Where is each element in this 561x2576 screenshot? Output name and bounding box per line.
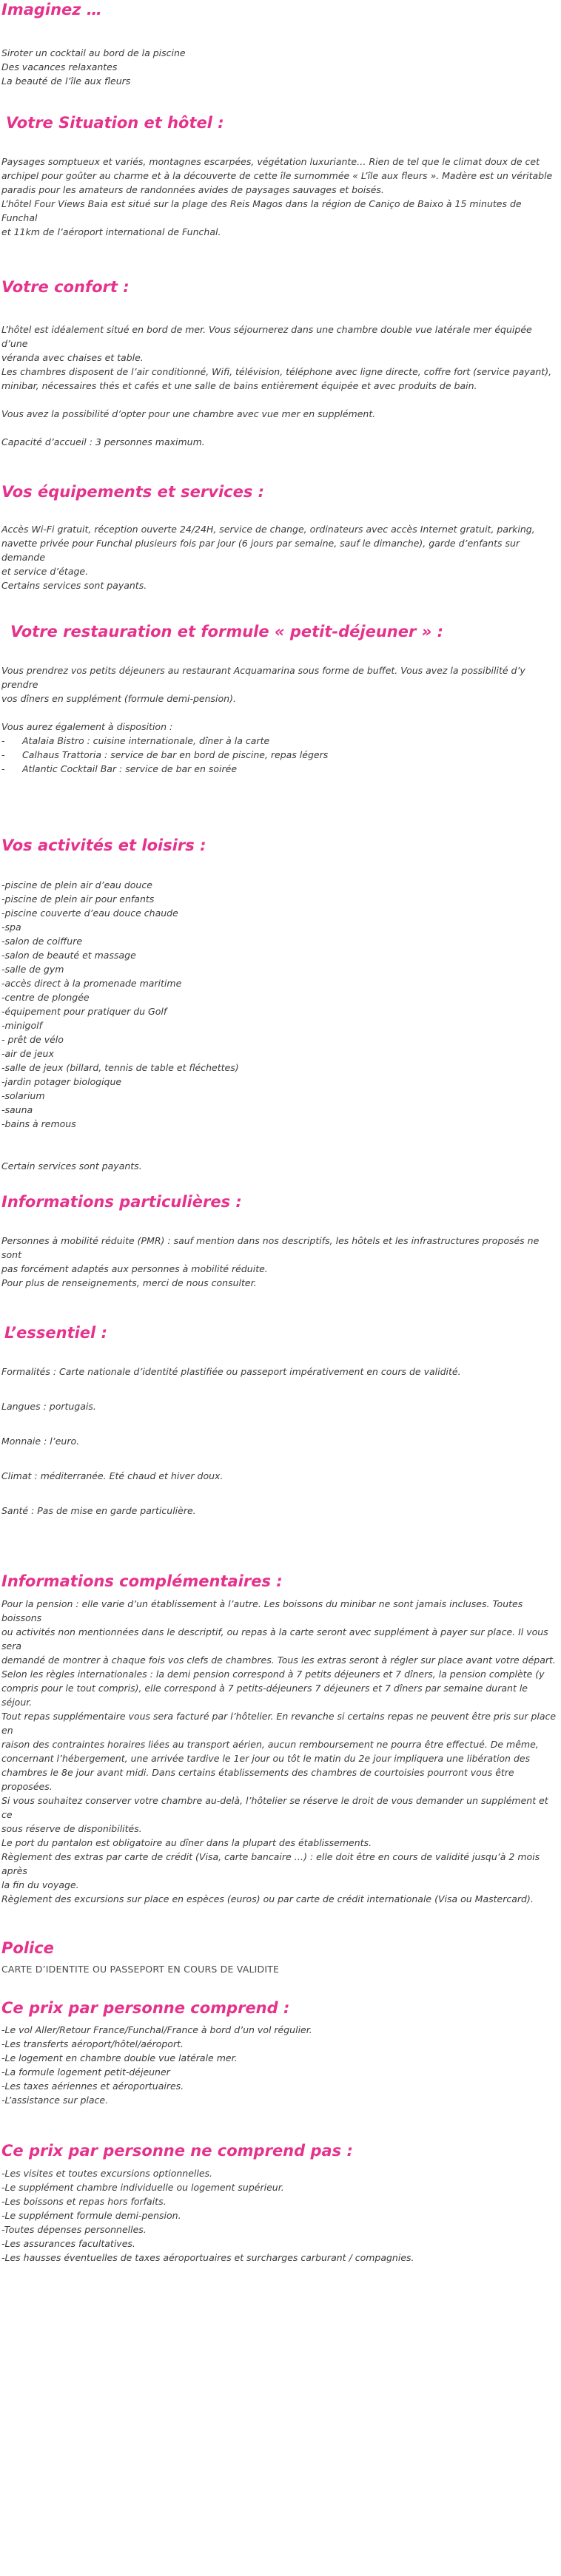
section-title-essentiel: L’essentiel :: [4, 1324, 107, 1342]
text-line: paradis pour les amateurs de randonnées avides de paysages sauvages et boisés.: [1, 184, 384, 195]
confort-sea-view-option: Vous avez la possibilité d’opter pour une chambre avec vue mer en supplément.: [1, 408, 376, 419]
confort-text: [1, 322, 560, 393]
bullet-dash: -: [1, 735, 5, 746]
list-item-label: Atlantic Cocktail Bar : service de bar en soirée: [22, 763, 238, 774]
text-line: ou activités non mentionnées dans le descriptif, ou repas à la carte seront avec supplément à payer sur place. Il vous sera: [1, 1626, 548, 1652]
text-line: chambres le 8e jour avant midi. Dans certains établissements des chambres de courtoisies pourront vous être proposées.: [1, 1767, 514, 1792]
text-line: L’hôtel Four Views Baia est situé sur la plage des Reis Magos dans la région de Caniço de Baixo à 15 minutes de Funchal: [1, 198, 522, 223]
list-item: -solarium: [1, 1090, 45, 1101]
section-title-restauration: Votre restauration et formule « petit-déjeuner » :: [10, 623, 444, 640]
text-line: Selon les règles internationales : la demi pension correspond à 7 petits déjeuners et 7 dîners, la pension complète (y: [1, 1669, 545, 1680]
list-item: -piscine de plein air d’eau douce: [1, 879, 152, 890]
text-line: Le port du pantalon est obligatoire au dîner dans la plupart des établissements.: [1, 1837, 372, 1848]
section-title-situation: Votre Situation et hôtel :: [6, 114, 224, 132]
text-line: Paysages somptueux et variés, montagnes escarpées, végétation luxuriante… Rien de tel que le climat doux de cet: [1, 156, 540, 167]
text-line: Règlement des excursions sur place en espèces (euros) ou par carte de crédit internationale (Visa ou Mastercard).: [1, 1893, 534, 1904]
list-item: -Le supplément formule demi-pension.: [1, 2210, 181, 2221]
list-item: -piscine couverte d’eau douce chaude: [1, 907, 178, 919]
list-item-label: Atalaia Bistro : cuisine internationale, dîner à la carte: [22, 735, 270, 746]
text-line: sous réserve de disponibilités.: [1, 1823, 142, 1834]
list-item: -équipement pour pratiquer du Golf: [1, 1006, 167, 1017]
essentiel-monnaie: Monnaie : l’euro.: [1, 1436, 80, 1447]
particulieres-text: [1, 1234, 560, 1290]
section-title-equipements: Vos équipements et services :: [1, 483, 265, 501]
text-line: Règlement des extras par carte de crédit (Visa, carte bancaire …) : elle doit être en cours de validité jusqu’à 2 mois après: [1, 1851, 540, 1876]
section-title-imaginez: Imaginez …: [1, 1, 102, 18]
section-title-confort: Votre confort :: [1, 278, 130, 296]
text-line: Siroter un cocktail au bord de la piscine: [1, 47, 186, 58]
list-item: -Les transferts aéroport/hôtel/aéroport.: [1, 2038, 184, 2049]
list-item: -Le vol Aller/Retour France/Funchal/France à bord d’un vol régulier.: [1, 2024, 312, 2035]
text-line: Personnes à mobilité réduite (PMR) : sauf mention dans nos descriptifs, les hôtels et les infrastructures proposés ne sont: [1, 1235, 540, 1260]
list-item: [1, 734, 560, 748]
ne-comprend-pas-list: [1, 2166, 560, 2265]
essentiel-climat: Climat : méditerranée. Eté chaud et hiver doux.: [1, 1470, 224, 1481]
list-item: -sauna: [1, 1104, 33, 1115]
text-line: Accès Wi-Fi gratuit, réception ouverte 24/24H, service de change, ordinateurs avec accès Internet gratuit, parking,: [1, 524, 535, 535]
list-item: [1, 762, 560, 776]
list-item: -L’assistance sur place.: [1, 2095, 109, 2106]
list-item: -air de jeux: [1, 1048, 54, 1059]
list-item: -spa: [1, 922, 21, 933]
section-title-police: Police: [1, 1939, 54, 1957]
list-item: [1, 748, 560, 762]
equipements-text: [1, 522, 560, 592]
section-title-ne-comprend-pas: Ce prix par personne ne comprend pas :: [1, 2142, 353, 2160]
list-item: -piscine de plein air pour enfants: [1, 893, 155, 905]
text-line: Pour plus de renseignements, merci de nous consulter.: [1, 1277, 257, 1288]
confort-capacity: Capacité d’accueil : 3 personnes maximum.: [1, 436, 205, 447]
bullet-dash: -: [1, 749, 5, 760]
list-item: - prêt de vélo: [1, 1034, 64, 1045]
restauration-text: [1, 663, 560, 706]
list-item: -Les taxes aériennes et aéroportuaires.: [1, 2080, 184, 2092]
section-title-complementaires: Informations complémentaires :: [1, 1572, 283, 1590]
bullet-dash: -: [1, 763, 5, 774]
text-line: navette privée pour Funchal plusieurs fois par jour (6 jours par semaine, sauf le dimanche), garde d’enfants sur demande: [1, 538, 520, 563]
situation-text: [1, 155, 560, 239]
section-title-comprend: Ce prix par personne comprend :: [1, 1999, 290, 2017]
comprend-list: [1, 2023, 560, 2107]
text-line: véranda avec chaises et table.: [1, 352, 144, 363]
section-title-particulieres: Informations particulières :: [1, 1193, 242, 1211]
restauration-list: [1, 734, 560, 776]
text-line: pas forcément adaptés aux personnes à mobilité réduite.: [1, 1263, 268, 1274]
essentiel-formalites: Formalités : Carte nationale d’identité plastifiée ou passeport impérativement en cours de validité.: [1, 1366, 461, 1377]
list-item: -Le logement en chambre double vue latérale mer.: [1, 2052, 238, 2063]
complementaires-text: [1, 1597, 560, 1906]
list-item: -salon de beauté et massage: [1, 950, 136, 961]
list-item: -Les boissons et repas hors forfaits.: [1, 2196, 167, 2207]
text-line: Si vous souhaitez conserver votre chambre au-delà, l’hôtelier se réserve le droit de vous demander un supplément et ce: [1, 1795, 548, 1820]
text-line: Vous prendrez vos petits déjeuners au restaurant Acquamarina sous forme de buffet. Vous avez la possibilité d’y prendre: [1, 665, 525, 690]
section-title-activites: Vos activités et loisirs :: [1, 836, 206, 854]
restauration-intro: Vous aurez également à disposition :: [1, 721, 173, 732]
text-line: compris pour le tout compris), elle correspond à 7 petits-déjeuners 7 déjeuners et 7 dîners par semaine durant le séjour.: [1, 1683, 528, 1708]
text-line: La beauté de l’île aux fleurs: [1, 75, 131, 87]
text-line: et service d’étage.: [1, 566, 89, 577]
list-item: -Le supplément chambre individuelle ou logement supérieur.: [1, 2182, 284, 2193]
text-line: raison des contraintes horaires liées au transport aérien, aucun remboursement ne pourra être effectué. De même,: [1, 1739, 539, 1750]
list-item: -accès direct à la promenade maritime: [1, 978, 182, 989]
text-line: concernant l’hébergement, une arrivée tardive le 1er jour ou tôt le matin du 2e jour impliquera une libération des: [1, 1753, 531, 1764]
list-item: -salle de jeux (billard, tennis de table et fléchettes): [1, 1062, 239, 1073]
police-text: CARTE D’IDENTITE OU PASSEPORT EN COURS DE VALIDITE: [1, 1964, 280, 1975]
list-item: -minigolf: [1, 1020, 43, 1031]
list-item: -jardin potager biologique: [1, 1076, 122, 1087]
text-line: archipel pour goûter au charme et à la découverte de cette île surnommée « L’île aux fleurs ». Madère est un véritable: [1, 170, 553, 181]
essentiel-sante: Santé : Pas de mise en garde particulière.: [1, 1505, 196, 1516]
imaginez-lines: [1, 46, 560, 88]
activites-note: Certain services sont payants.: [1, 1160, 142, 1172]
text-line: Tout repas supplémentaire vous sera facturé par l’hôtelier. En revanche si certains repas ne peuvent être pris sur place en: [1, 1711, 557, 1736]
list-item: -salon de coiffure: [1, 936, 83, 947]
list-item: -Toutes dépenses personnelles.: [1, 2224, 147, 2235]
list-item: -bains à remous: [1, 1118, 76, 1129]
text-line: vos dîners en supplément (formule demi-pension).: [1, 693, 236, 704]
text-line: Les chambres disposent de l’air conditionné, Wifi, télévision, téléphone avec ligne directe, coffre fort (service payant),: [1, 366, 552, 377]
text-line: L’hôtel est idéalement situé en bord de mer. Vous séjournerez dans une chambre double vue latérale mer équipée d’une: [1, 324, 532, 349]
list-item-label: Calhaus Trattoria : service de bar en bord de piscine, repas légers: [22, 749, 329, 760]
list-item: -Les assurances facultatives.: [1, 2238, 135, 2249]
text-line: et 11km de l’aéroport international de Funchal.: [1, 226, 221, 237]
text-line: Des vacances relaxantes: [1, 61, 118, 72]
text-line: Pour la pension : elle varie d’un établissement à l’autre. Les boissons du minibar ne sont jamais incluses. Toutes boissons: [1, 1598, 523, 1623]
list-item: -salle de gym: [1, 964, 64, 975]
text-line: minibar, nécessaires thés et cafés et une salle de bains entièrement équipée et avec produits de bain.: [1, 380, 477, 391]
text-line: demandé de montrer à chaque fois vos clefs de chambres. Tous les extras seront à régler sur place avant votre départ.: [1, 1654, 556, 1666]
activites-list: [1, 878, 560, 1131]
list-item: -Les visites et toutes excursions optionnelles.: [1, 2168, 213, 2179]
essentiel-langues: Langues : portugais.: [1, 1401, 96, 1412]
list-item: -Les hausses éventuelles de taxes aéroportuaires et surcharges carburant / compagnies.: [1, 2252, 414, 2263]
text-line: Certains services sont payants.: [1, 580, 147, 591]
list-item: -La formule logement petit-déjeuner: [1, 2066, 170, 2078]
list-item: -centre de plongée: [1, 992, 90, 1003]
text-line: la fin du voyage.: [1, 1879, 79, 1890]
